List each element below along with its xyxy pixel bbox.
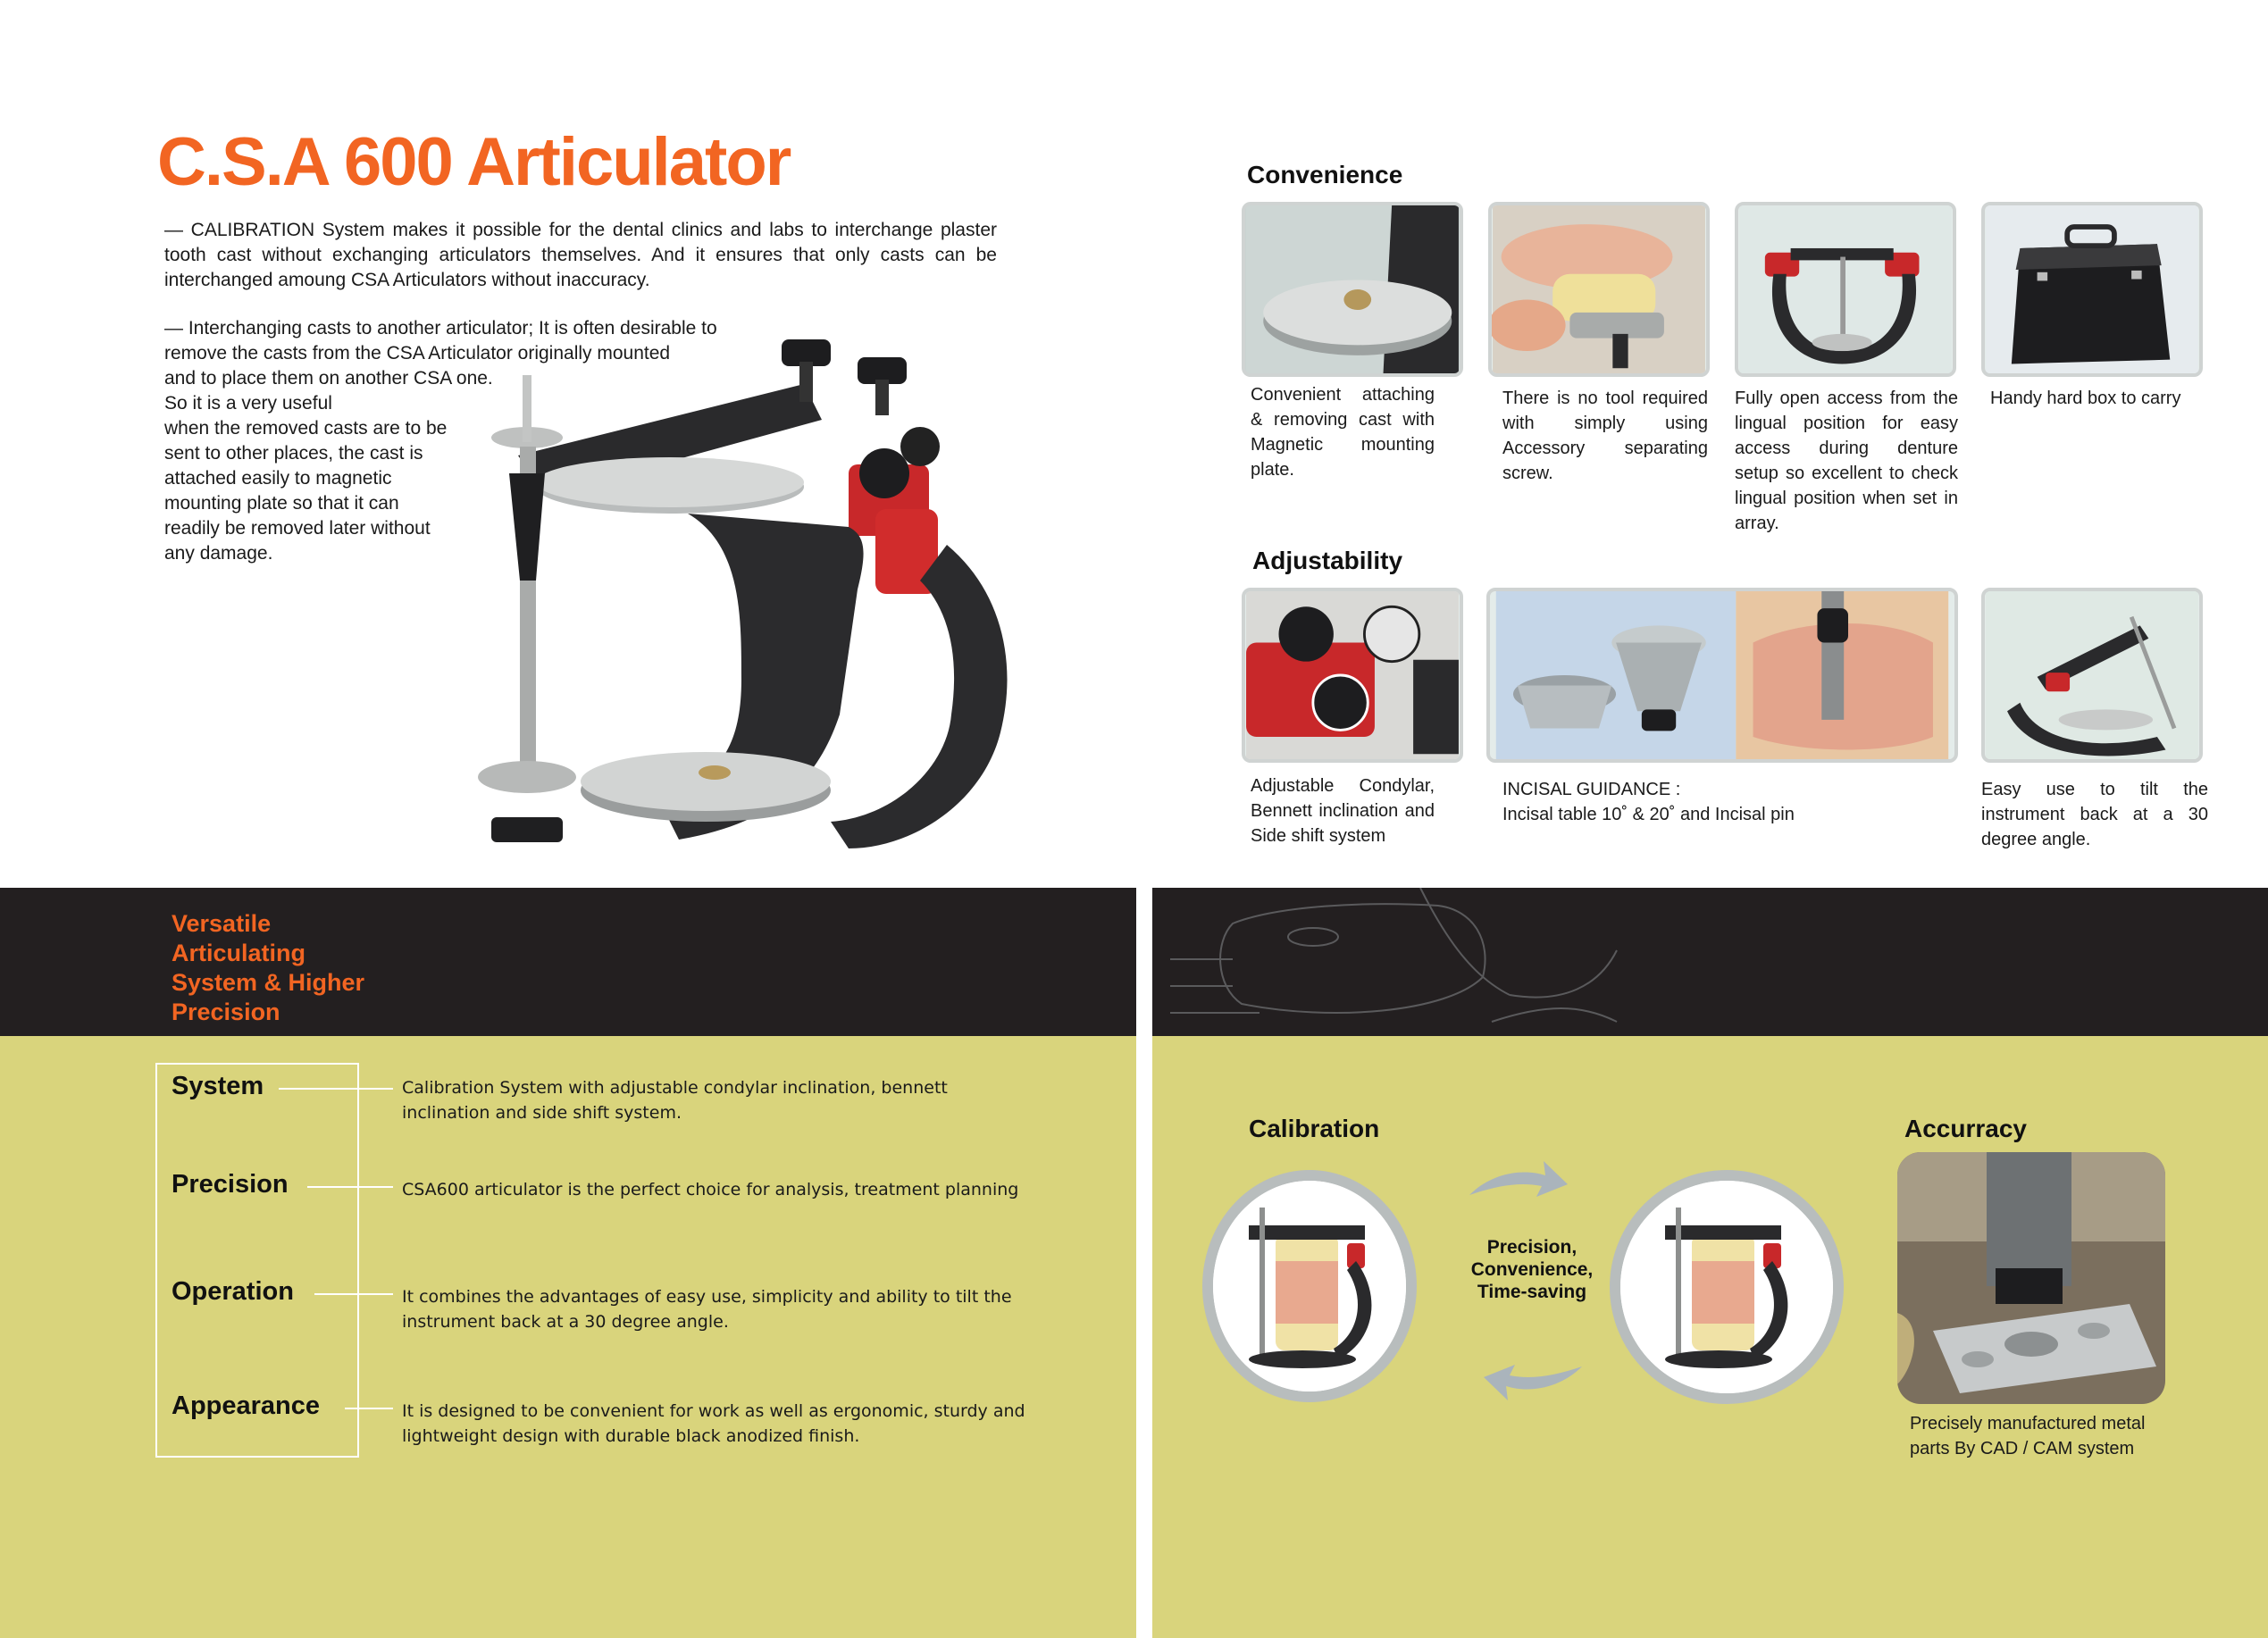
dark-band-left xyxy=(0,888,1136,1036)
adjustability-heading: Adjustability xyxy=(1252,547,1403,574)
adjustability-caption-3: Easy use to tilt the instrument back at a 30 degree angle. xyxy=(1981,780,2208,849)
calibration-center-text xyxy=(1447,1236,1617,1303)
connector-line xyxy=(345,1408,393,1409)
center-text-line-1: Precision, xyxy=(1486,1237,1578,1258)
adjustability-caption-1: Adjustable Condylar, Bennett inclination and Side shift system xyxy=(1251,776,1435,846)
page-title: C.S.A 600 Articulator xyxy=(157,124,791,200)
adjustability-caption-2-line1: INCISAL GUIDANCE : xyxy=(1502,780,1681,799)
intro-paragraph-1: — CALIBRATION System makes it possible for the dental clinics and labs to interchange plaster tooth cast without exchanging articulators themselves. And it ensures that only casts can be interchanged amoung CSA Articulators without inaccuracy. xyxy=(164,220,997,290)
feature-desc-precision: CSA600 articulator is the perfect choice for analysis, treatment planning xyxy=(402,1180,1019,1199)
condylar-icon xyxy=(1245,591,1460,759)
condylar-photo xyxy=(1242,588,1463,763)
center-text-line-3: Time-saving xyxy=(1477,1282,1587,1302)
feature-label-system: System xyxy=(172,1072,264,1100)
mounting-plate-photo xyxy=(1242,202,1463,377)
dark-band-right xyxy=(1152,888,2268,1036)
tilt-icon xyxy=(1985,591,2199,759)
arrow-left-icon xyxy=(1479,1358,1586,1411)
feature-label-precision: Precision xyxy=(172,1170,289,1199)
incisal-guidance-icon xyxy=(1490,591,1954,759)
incisal-guidance-photo xyxy=(1486,588,1958,763)
tagline-line-2: Articulating xyxy=(172,940,306,966)
convenience-caption-1: Convenient attaching & removing cast with Magnetic mounting plate. xyxy=(1251,385,1435,480)
tagline-line-3: System & Higher xyxy=(172,969,365,996)
tagline-line-1: Versatile xyxy=(172,910,272,937)
tagline-line-4: Precision xyxy=(172,999,280,1025)
feature-desc-appearance: It is designed to be convenient for work as well as ergonomic, sturdy and lightweight design with durable black anodized finish. xyxy=(402,1401,1025,1446)
connector-line xyxy=(279,1088,393,1090)
tilt-photo xyxy=(1981,588,2203,763)
feature-label-operation: Operation xyxy=(172,1277,294,1306)
open-access-icon xyxy=(1738,205,1953,373)
feature-desc-operation: It combines the advantages of easy use, simplicity and ability to tilt the instrument back at a 30 degree angle. xyxy=(402,1287,1012,1332)
carry-box-photo xyxy=(1981,202,2203,377)
calibration-circle-left xyxy=(1202,1170,1417,1402)
cnc-machining-icon xyxy=(1897,1152,2165,1404)
cnc-machining-photo xyxy=(1897,1152,2165,1404)
center-text-line-2: Convenience, xyxy=(1470,1259,1594,1280)
tagline xyxy=(172,909,364,1027)
convenience-caption-2: There is no tool required with simply using Accessory separating screw. xyxy=(1502,389,1708,483)
separating-screw-photo xyxy=(1488,202,1710,377)
separating-screw-icon xyxy=(1492,205,1706,373)
feature-desc-system: Calibration System with adjustable condylar inclination, bennett inclination and side shift system. xyxy=(402,1078,948,1123)
open-access-photo xyxy=(1735,202,1956,377)
articulator-icon xyxy=(1620,1181,1833,1393)
articulator-product-image xyxy=(447,322,1108,893)
line-drawing-decoration xyxy=(1152,888,2268,1036)
convenience-heading: Convenience xyxy=(1247,161,1403,188)
arrow-right-icon xyxy=(1465,1150,1572,1204)
intro-paragraph-2: — Interchanging casts to another articulator; It is often desirable to remove the casts from the CSA Articulator originally mounted and to place them on another CSA one. So it is a very useful when the removed casts are to be sent to other places, the cast is attached easily to magnetic mounting plate so that it can readily be removed later without any damage. xyxy=(164,318,717,564)
accuracy-heading: Accurracy xyxy=(1904,1115,2027,1142)
convenience-caption-4: Handy hard box to carry xyxy=(1990,389,2181,408)
carry-box-icon xyxy=(1985,205,2199,373)
mounting-plate-icon xyxy=(1245,205,1460,373)
articulator-icon xyxy=(1213,1181,1406,1391)
calibration-circle-right xyxy=(1610,1170,1844,1404)
accuracy-caption: Precisely manufactured metal parts By CAD / CAM system xyxy=(1910,1414,2146,1458)
feature-label-appearance: Appearance xyxy=(172,1391,321,1420)
calibration-heading: Calibration xyxy=(1249,1115,1380,1142)
connector-line xyxy=(314,1293,393,1295)
convenience-caption-3: Fully open access from the lingual position for easy access during denture setup so excellent to check lingual position when set in array. xyxy=(1735,389,1958,533)
connector-line xyxy=(307,1186,393,1188)
adjustability-caption-2-line2: Incisal table 10˚ & 20˚ and Incisal pin xyxy=(1502,805,1795,824)
